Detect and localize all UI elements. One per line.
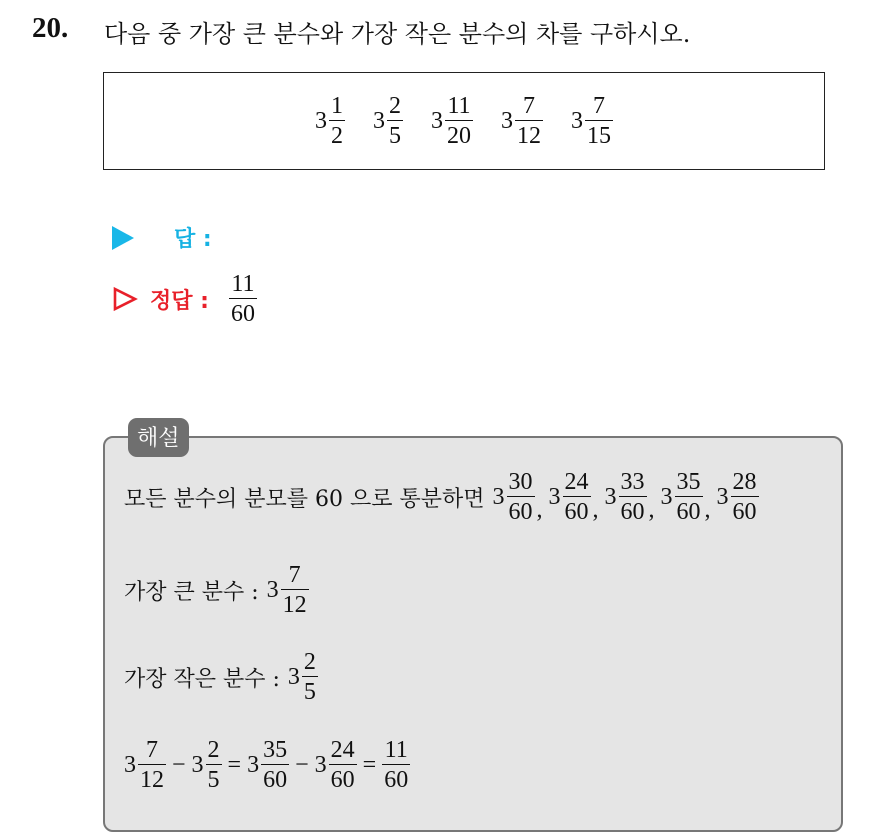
correct-answer-value: $\frac{11}{60}$ bbox=[230, 271, 255, 327]
minus-sign: − bbox=[295, 751, 309, 778]
minus-sign: − bbox=[172, 751, 186, 778]
equation-term-c: 3 $\frac{35}{60}$ bbox=[247, 737, 288, 793]
answer-label: 답 : bbox=[174, 227, 212, 252]
solution-line-smallest bbox=[124, 650, 318, 704]
solution-line-equation bbox=[124, 738, 410, 792]
given-fraction-3: 3 $\frac{11}{20}$ bbox=[431, 93, 471, 149]
answer-row bbox=[112, 222, 212, 253]
given-fraction-5: 3 $\frac{7}{15}$ bbox=[571, 93, 611, 149]
converted-fraction-3: 3 $\frac{33}{60}$ bbox=[604, 469, 645, 525]
solution-tag: 해설 bbox=[128, 418, 189, 457]
converted-fraction-1: 3 $\frac{30}{60}$ bbox=[492, 469, 533, 525]
equation-term-a: 3 $\frac{7}{12}$ bbox=[124, 737, 164, 793]
solution-line-common-denominator: 모든 분수의 분모를 60 으로 통분하면 3 $\frac{30}{60}$ , 3 $\frac{24}{60}$ , 3 $\frac{33}{60}$ , 3 $\frac{35}{60}$ , 3 $\frac{28}{60}$ bbox=[124, 469, 757, 525]
correct-answer-label: 정답 : bbox=[150, 288, 209, 314]
given-fraction-1: 3 $\frac{1}{2}$ bbox=[315, 93, 343, 149]
correct-answer-row bbox=[112, 272, 257, 326]
given-fractions-box bbox=[103, 72, 825, 170]
question-number: 20. bbox=[32, 12, 69, 44]
equation-term-d: 3 $\frac{24}{60}$ bbox=[314, 737, 355, 793]
smallest-fraction: 3 $\frac{2}{5}$ bbox=[287, 649, 316, 705]
converted-fraction-4: 3 $\frac{35}{60}$ bbox=[660, 469, 701, 525]
largest-label: 가장 큰 분수 : bbox=[124, 579, 259, 605]
equals-sign: = bbox=[227, 751, 242, 778]
solution-line-largest bbox=[124, 563, 309, 617]
equation-result: $\frac{11}{60}$ bbox=[384, 737, 409, 793]
solution-line1-text: 모든 분수의 분모를 60 으로 통분하면 bbox=[124, 486, 485, 512]
equals-sign: = bbox=[362, 751, 377, 778]
question-text: 다음 중 가장 큰 분수와 가장 작은 분수의 차를 구하시오. bbox=[104, 20, 691, 48]
play-triangle-icon bbox=[112, 226, 134, 250]
given-fraction-2: 3 $\frac{2}{5}$ bbox=[373, 93, 401, 149]
largest-fraction: 3 $\frac{7}{12}$ bbox=[266, 562, 307, 618]
equation-term-b: 3 $\frac{2}{5}$ bbox=[191, 737, 220, 793]
outline-triangle-icon bbox=[112, 286, 138, 312]
converted-fraction-5: 3 $\frac{28}{60}$ bbox=[716, 469, 757, 525]
given-fraction-4: 3 $\frac{7}{12}$ bbox=[501, 93, 541, 149]
smallest-label: 가장 작은 분수 : bbox=[124, 666, 280, 692]
converted-fraction-2: 3 $\frac{24}{60}$ bbox=[548, 469, 589, 525]
